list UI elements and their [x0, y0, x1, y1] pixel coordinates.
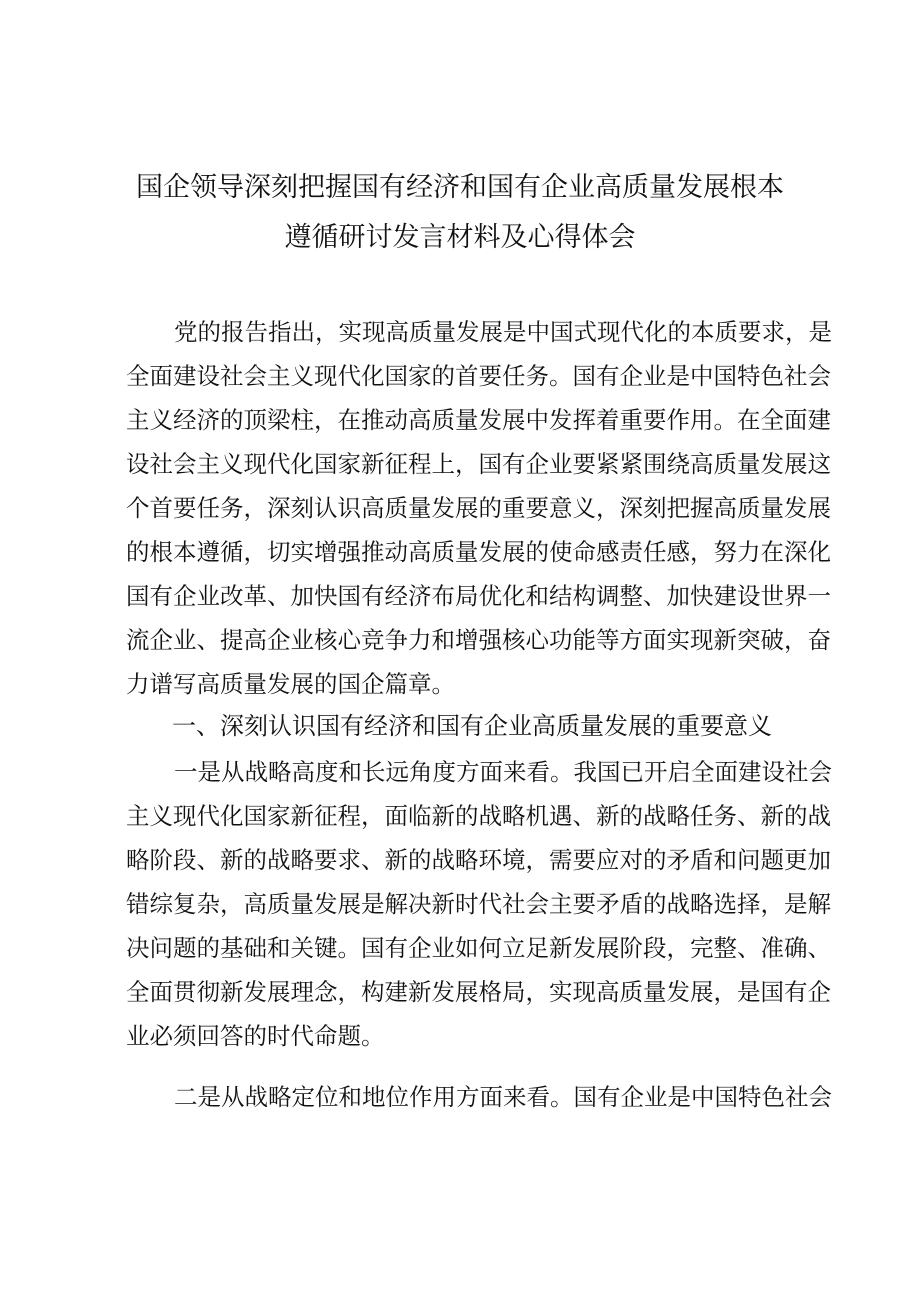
paragraph-1-line-3: 主义经济的顶梁柱，在推动高质量发展中发挥着重要作用。在全面建 [126, 406, 831, 434]
paragraph-1-line-5: 个首要任务，深刻认识高质量发展的重要意义，深刻把握高质量发展 [126, 494, 831, 522]
paragraph-3-line-1: 二是从战略定位和地位作用方面来看。国有企业是中国特色社会 [174, 1083, 832, 1111]
paragraph-2-line-5: 决问题的基础和关键。国有企业如何立足新发展阶段，完整、准确、 [126, 934, 831, 962]
paragraph-1-line-7: 国有企业改革、加快国有经济布局优化和结构调整、加快建设世界一 [126, 582, 831, 610]
paragraph-1-line-4: 设社会主义现代化国家新征程上，国有企业要紧紧围绕高质量发展这 [126, 450, 831, 478]
paragraph-1-line-9: 力谱写高质量发展的国企篇章。 [126, 670, 455, 698]
document-title-line-2: 遵循研讨发言材料及心得体会 [284, 222, 636, 253]
paragraph-2-line-6: 全面贯彻新发展理念，构建新发展格局，实现高质量发展，是国有企 [126, 978, 831, 1006]
paragraph-1-line-6: 的根本遵循，切实增强推动高质量发展的使命感责任感，努力在深化 [126, 538, 831, 566]
paragraph-1-line-1: 党的报告指出，实现高质量发展是中国式现代化的本质要求，是 [174, 318, 832, 346]
paragraph-1-line-8: 流企业、提高企业核心竞争力和增强核心功能等方面实现新突破，奋 [126, 626, 831, 654]
section-heading-1: 一、深刻认识国有经济和国有企业高质量发展的重要意义 [172, 712, 772, 740]
paragraph-2-line-3: 略阶段、新的战略要求、新的战略环境，需要应对的矛盾和问题更加 [126, 846, 831, 874]
paragraph-2-line-2: 主义现代化国家新征程，面临新的战略机遇、新的战略任务、新的战 [126, 802, 831, 830]
paragraph-1-line-2: 全面建设社会主义现代化国家的首要任务。国有企业是中国特色社会 [126, 362, 831, 390]
document-title-line-1: 国企领导深刻把握国有经济和国有企业高质量发展根本 [136, 172, 784, 203]
paragraph-2-line-1: 一是从战略高度和长远角度方面来看。我国已开启全面建设社会 [174, 758, 832, 786]
paragraph-2-line-4: 错综复杂，高质量发展是解决新时代社会主要矛盾的战略选择，是解 [126, 890, 831, 918]
paragraph-2-line-7: 业必须回答的时代命题。 [126, 1022, 385, 1050]
